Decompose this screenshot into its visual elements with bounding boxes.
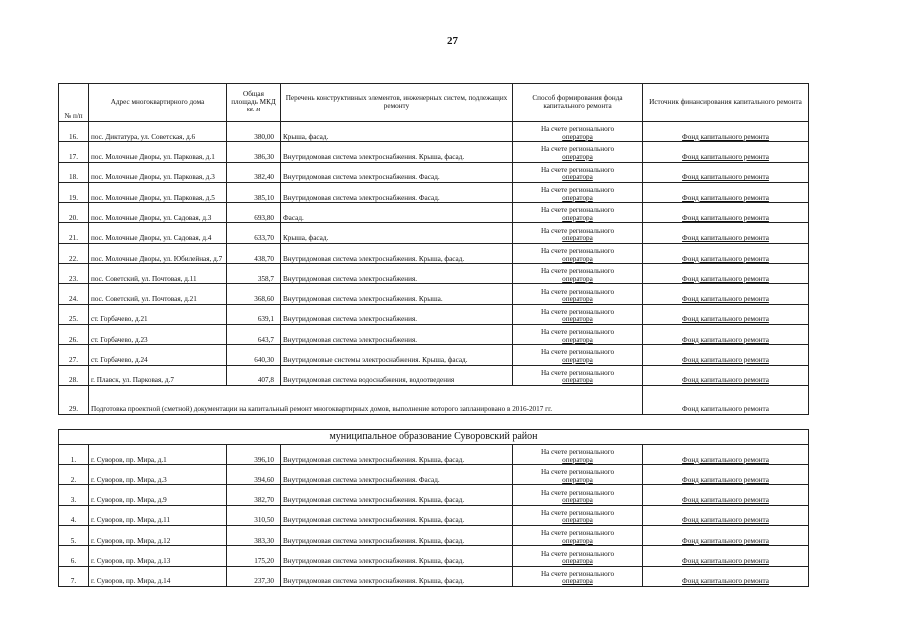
row-num: 5. [59, 526, 89, 546]
row-method-line2: оператора [562, 455, 593, 464]
row-method-line1: На счете регионального [540, 246, 615, 255]
row-method-line1: На счете регионального [540, 508, 615, 517]
table-row [59, 505, 809, 525]
page-number: 27 [447, 35, 458, 47]
row-address: ст. Горбачево, д.24 [89, 345, 227, 365]
row-method-line1: На счете регионального [540, 145, 615, 154]
table-row [59, 142, 809, 162]
table-row [59, 345, 809, 365]
table-row [59, 162, 809, 182]
header-num: № п/п [59, 84, 89, 122]
row-source: Фонд капитального ремонта [643, 182, 809, 202]
row-address: г. Суворов, пр. Мира, д.13 [89, 546, 227, 566]
row-area: 382,70 [227, 485, 281, 505]
row-method-line1: На счете регионального [540, 267, 615, 276]
row-source: Фонд капитального ремонта [643, 505, 809, 525]
row-method-line2: оператора [562, 153, 593, 162]
row-address: пос. Диктатура, ул. Советская, д.6 [89, 122, 227, 142]
row-area: 380,00 [227, 122, 281, 142]
row-method [513, 546, 643, 566]
row-source: Фонд капитального ремонта [643, 223, 809, 243]
row-elements: Внутридомовая система электроснабжения. Фасад. [281, 465, 513, 485]
table-body-section-b [59, 444, 809, 586]
row-method-line2: оператора [562, 335, 593, 344]
row-area: 640,30 [227, 345, 281, 365]
row-address: пос. Молочные Дворы, ул. Садовая, д.4 [89, 223, 227, 243]
row-method-line2: оператора [562, 315, 593, 324]
row-elements: Фасад. [281, 203, 513, 223]
row-method [513, 284, 643, 304]
row-method [513, 365, 643, 385]
table-row [59, 182, 809, 202]
row-method-line1: На счете регионального [540, 448, 615, 457]
row-source: Фонд капитального ремонта [643, 485, 809, 505]
row-area: 237,30 [227, 566, 281, 586]
table-row-doc [59, 385, 809, 414]
row-method [513, 243, 643, 263]
row-source: Фонд капитального ремонта [643, 162, 809, 182]
row-num: 22. [59, 243, 89, 263]
row-elements: Внутридомовая система электроснабжения. Крыша. [281, 284, 513, 304]
row-num: 3. [59, 485, 89, 505]
row-num: 21. [59, 223, 89, 243]
row-elements: Внутридомовые системы электроснабжения. Крыша, фасад. [281, 345, 513, 365]
row-source: Фонд капитального ремонта [643, 142, 809, 162]
row-address: г. Суворов, пр. Мира, д.14 [89, 566, 227, 586]
row-method [513, 324, 643, 344]
section-spacer [59, 414, 809, 429]
table-row [59, 546, 809, 566]
row-method [513, 203, 643, 223]
row-area: 639,1 [227, 304, 281, 324]
row-address: пос. Советский, ул. Почтовая, д.21 [89, 284, 227, 304]
row-source: Фонд капитального ремонта [643, 465, 809, 485]
row-num: 25. [59, 304, 89, 324]
row-area: 382,40 [227, 162, 281, 182]
row-method-line2: оператора [562, 516, 593, 525]
table-row [59, 284, 809, 304]
row-area: 310,50 [227, 505, 281, 525]
row-method-line2: оператора [562, 254, 593, 263]
row-area: 396,10 [227, 444, 281, 464]
row-method [513, 122, 643, 142]
table-row [59, 264, 809, 284]
row-elements: Внутридомовая система электроснабжения. [281, 304, 513, 324]
row-method-line1: На счете регионального [540, 569, 615, 578]
row-address: г. Суворов, пр. Мира, д.3 [89, 465, 227, 485]
row-method-line1: На счете регионального [540, 226, 615, 235]
section-gap [59, 414, 809, 429]
row-method [513, 345, 643, 365]
table-header [59, 84, 809, 122]
row-method [513, 485, 643, 505]
row-method-line2: оператора [562, 132, 593, 141]
header-area-unit: кв. м [246, 106, 261, 114]
row-num: 7. [59, 566, 89, 586]
table-row [59, 223, 809, 243]
row-num: 16. [59, 122, 89, 142]
row-area: 386,30 [227, 142, 281, 162]
row-method-line2: оператора [562, 173, 593, 182]
table-row [59, 203, 809, 223]
row-elements: Внутридомовая система электроснабжения. Фасад. [281, 182, 513, 202]
row-method-line2: оператора [562, 234, 593, 243]
row-method-line1: На счете регионального [540, 468, 615, 477]
row-source: Фонд капитального ремонта [643, 324, 809, 344]
row-method [513, 444, 643, 464]
row-elements: Внутридомовая система электроснабжения. [281, 264, 513, 284]
row-elements: Крыша, фасад. [281, 122, 513, 142]
row-elements: Внутридомовая система электроснабжения. Крыша, фасад. [281, 142, 513, 162]
row-address: пос. Молочные Дворы, ул. Садовая, д.3 [89, 203, 227, 223]
row-elements: Крыша, фасад. [281, 223, 513, 243]
row-elements: Внутридомовая система водоснабжения, водоотведения [281, 365, 513, 385]
table-row [59, 566, 809, 586]
row-source: Фонд капитального ремонта [643, 243, 809, 263]
table-row [59, 444, 809, 464]
table-row [59, 304, 809, 324]
row-address: ст. Горбачево, д.21 [89, 304, 227, 324]
row-address: пос. Молочные Дворы, ул. Парковая, д.1 [89, 142, 227, 162]
row-area: 633,70 [227, 223, 281, 243]
row-address: г. Суворов, пр. Мира, д.1 [89, 444, 227, 464]
row-method [513, 566, 643, 586]
row-area: 643,7 [227, 324, 281, 344]
row-num: 20. [59, 203, 89, 223]
row-source: Фонд капитального ремонта [643, 345, 809, 365]
row-area: 383,30 [227, 526, 281, 546]
row-method-line1: На счете регионального [540, 186, 615, 195]
row-address: пос. Молочные Дворы, ул. Парковая, д.5 [89, 182, 227, 202]
row-num: 26. [59, 324, 89, 344]
row-method-line2: оператора [562, 376, 593, 385]
row-method-line2: оператора [562, 496, 593, 505]
row-num: 18. [59, 162, 89, 182]
row-method-line1: На счете регионального [540, 549, 615, 558]
row-address: г. Суворов, пр. Мира, д.12 [89, 526, 227, 546]
row-method-line2: оператора [562, 213, 593, 222]
row-method [513, 264, 643, 284]
row-source: Фонд капитального ремонта [643, 122, 809, 142]
row-method-line1: На счете регионального [540, 125, 615, 134]
row-address: г. Суворов, пр. Мира, д.9 [89, 485, 227, 505]
table-row [59, 526, 809, 546]
table-body-doc [59, 385, 809, 444]
row-method-line1: На счете регионального [540, 529, 615, 538]
row-area: 175,20 [227, 546, 281, 566]
row-elements: Внутридомовая система электроснабжения. Крыша, фасад. [281, 505, 513, 525]
row-source: Фонд капитального ремонта [643, 264, 809, 284]
row-num: 24. [59, 284, 89, 304]
header-area-label: Общая площадь МКД [231, 90, 276, 106]
row-source: Фонд капитального ремонта [643, 526, 809, 546]
header-elements: Перечень конструктивных элементов, инженерных систем, подлежащих ремонту [281, 84, 513, 122]
row-area: 368,60 [227, 284, 281, 304]
header-area [227, 84, 281, 122]
row-num: 19. [59, 182, 89, 202]
row-source: Фонд капитального ремонта [643, 365, 809, 385]
row-elements: Внутридомовая система электроснабжения. Фасад. [281, 162, 513, 182]
row-method-line2: оператора [562, 295, 593, 304]
row-area: 438,70 [227, 243, 281, 263]
row-num: 1. [59, 444, 89, 464]
section-header-row [59, 429, 809, 444]
row-source: Фонд капитального ремонта [643, 566, 809, 586]
row-source: Фонд капитального ремонта [643, 444, 809, 464]
row-num: 2. [59, 465, 89, 485]
row-method [513, 182, 643, 202]
row-method-line2: оператора [562, 475, 593, 484]
row-method-line1: На счете регионального [540, 165, 615, 174]
table-row [59, 485, 809, 505]
row-method-line1: На счете регионального [540, 488, 615, 497]
row-method-line1: На счете регионального [540, 307, 615, 316]
row-address: ст. Горбачево, д.23 [89, 324, 227, 344]
row-method [513, 142, 643, 162]
row-area: 407,8 [227, 365, 281, 385]
row-method [513, 505, 643, 525]
row-elements: Внутридомовая система электроснабжения. Крыша, фасад. [281, 444, 513, 464]
row-method [513, 526, 643, 546]
row-method-line1: На счете регионального [540, 206, 615, 215]
row-method-line2: оператора [562, 557, 593, 566]
table-row [59, 324, 809, 344]
row-area: 385,10 [227, 182, 281, 202]
row-area: 358,7 [227, 264, 281, 284]
table-row [59, 465, 809, 485]
row-area: 693,80 [227, 203, 281, 223]
row-method [513, 465, 643, 485]
row-source: Фонд капитального ремонта [643, 203, 809, 223]
row-num: 28. [59, 365, 89, 385]
row-num: 4. [59, 505, 89, 525]
row-address: пос. Советский, ул. Почтовая, д.11 [89, 264, 227, 284]
row-method-line1: На счете регионального [540, 328, 615, 337]
row-method-line2: оператора [562, 536, 593, 545]
doc-row-num: 29. [59, 385, 89, 414]
row-method [513, 162, 643, 182]
row-method-line2: оператора [562, 356, 593, 364]
row-address: пос. Молочные Дворы, ул. Парковая, д.3 [89, 162, 227, 182]
row-address: г. Суворов, пр. Мира, д.11 [89, 505, 227, 525]
table-row [59, 243, 809, 263]
row-elements: Внутридомовая система электроснабжения. Крыша, фасад. [281, 526, 513, 546]
header-source: Источник финансирования капитального ремонта [643, 84, 809, 122]
row-method-line2: оператора [562, 274, 593, 283]
row-source: Фонд капитального ремонта [643, 284, 809, 304]
row-source: Фонд капитального ремонта [643, 304, 809, 324]
section-title: муниципальное образование Суворовский район [59, 429, 809, 444]
row-method-line2: оператора [562, 193, 593, 202]
row-method-line2: оператора [562, 577, 593, 586]
row-method-line1: На счете регионального [540, 368, 615, 377]
row-num: 6. [59, 546, 89, 566]
row-elements: Внутридомовая система электроснабжения. Крыша, фасад. [281, 566, 513, 586]
row-address: пос. Молочные Дворы, ул. Юбилейная, д.7 [89, 243, 227, 263]
row-method [513, 304, 643, 324]
table-body-section-a [59, 122, 809, 386]
row-num: 17. [59, 142, 89, 162]
row-elements: Внутридомовая система электроснабжения. Крыша, фасад. [281, 485, 513, 505]
row-method-line1: На счете регионального [540, 287, 615, 296]
table-row [59, 122, 809, 142]
row-method [513, 223, 643, 243]
doc-row-text: Подготовка проектной (сметной) документации на капитальный ремонт многоквартирных домов, выполнение которого запланировано в 2016-2017 гг. [89, 385, 643, 414]
row-elements: Внутридомовая система электроснабжения. Крыша, фасад. [281, 546, 513, 566]
row-area: 394,60 [227, 465, 281, 485]
row-address: г. Плавск, ул. Парковая, д.7 [89, 365, 227, 385]
row-elements: Внутридомовая система электроснабжения. Крыша, фасад. [281, 243, 513, 263]
header-method: Способ формирования фонда капитального ремонта [513, 84, 643, 122]
row-num: 23. [59, 264, 89, 284]
table-row [59, 365, 809, 385]
doc-row-source: Фонд капитального ремонта [643, 385, 809, 414]
row-num: 27. [59, 345, 89, 365]
repair-program-table [58, 83, 809, 587]
row-source: Фонд капитального ремонта [643, 546, 809, 566]
row-elements: Внутридомовая система электроснабжения. [281, 324, 513, 344]
row-method-line1: На счете регионального [540, 348, 615, 357]
header-address: Адрес многоквартирного дома [89, 84, 227, 122]
